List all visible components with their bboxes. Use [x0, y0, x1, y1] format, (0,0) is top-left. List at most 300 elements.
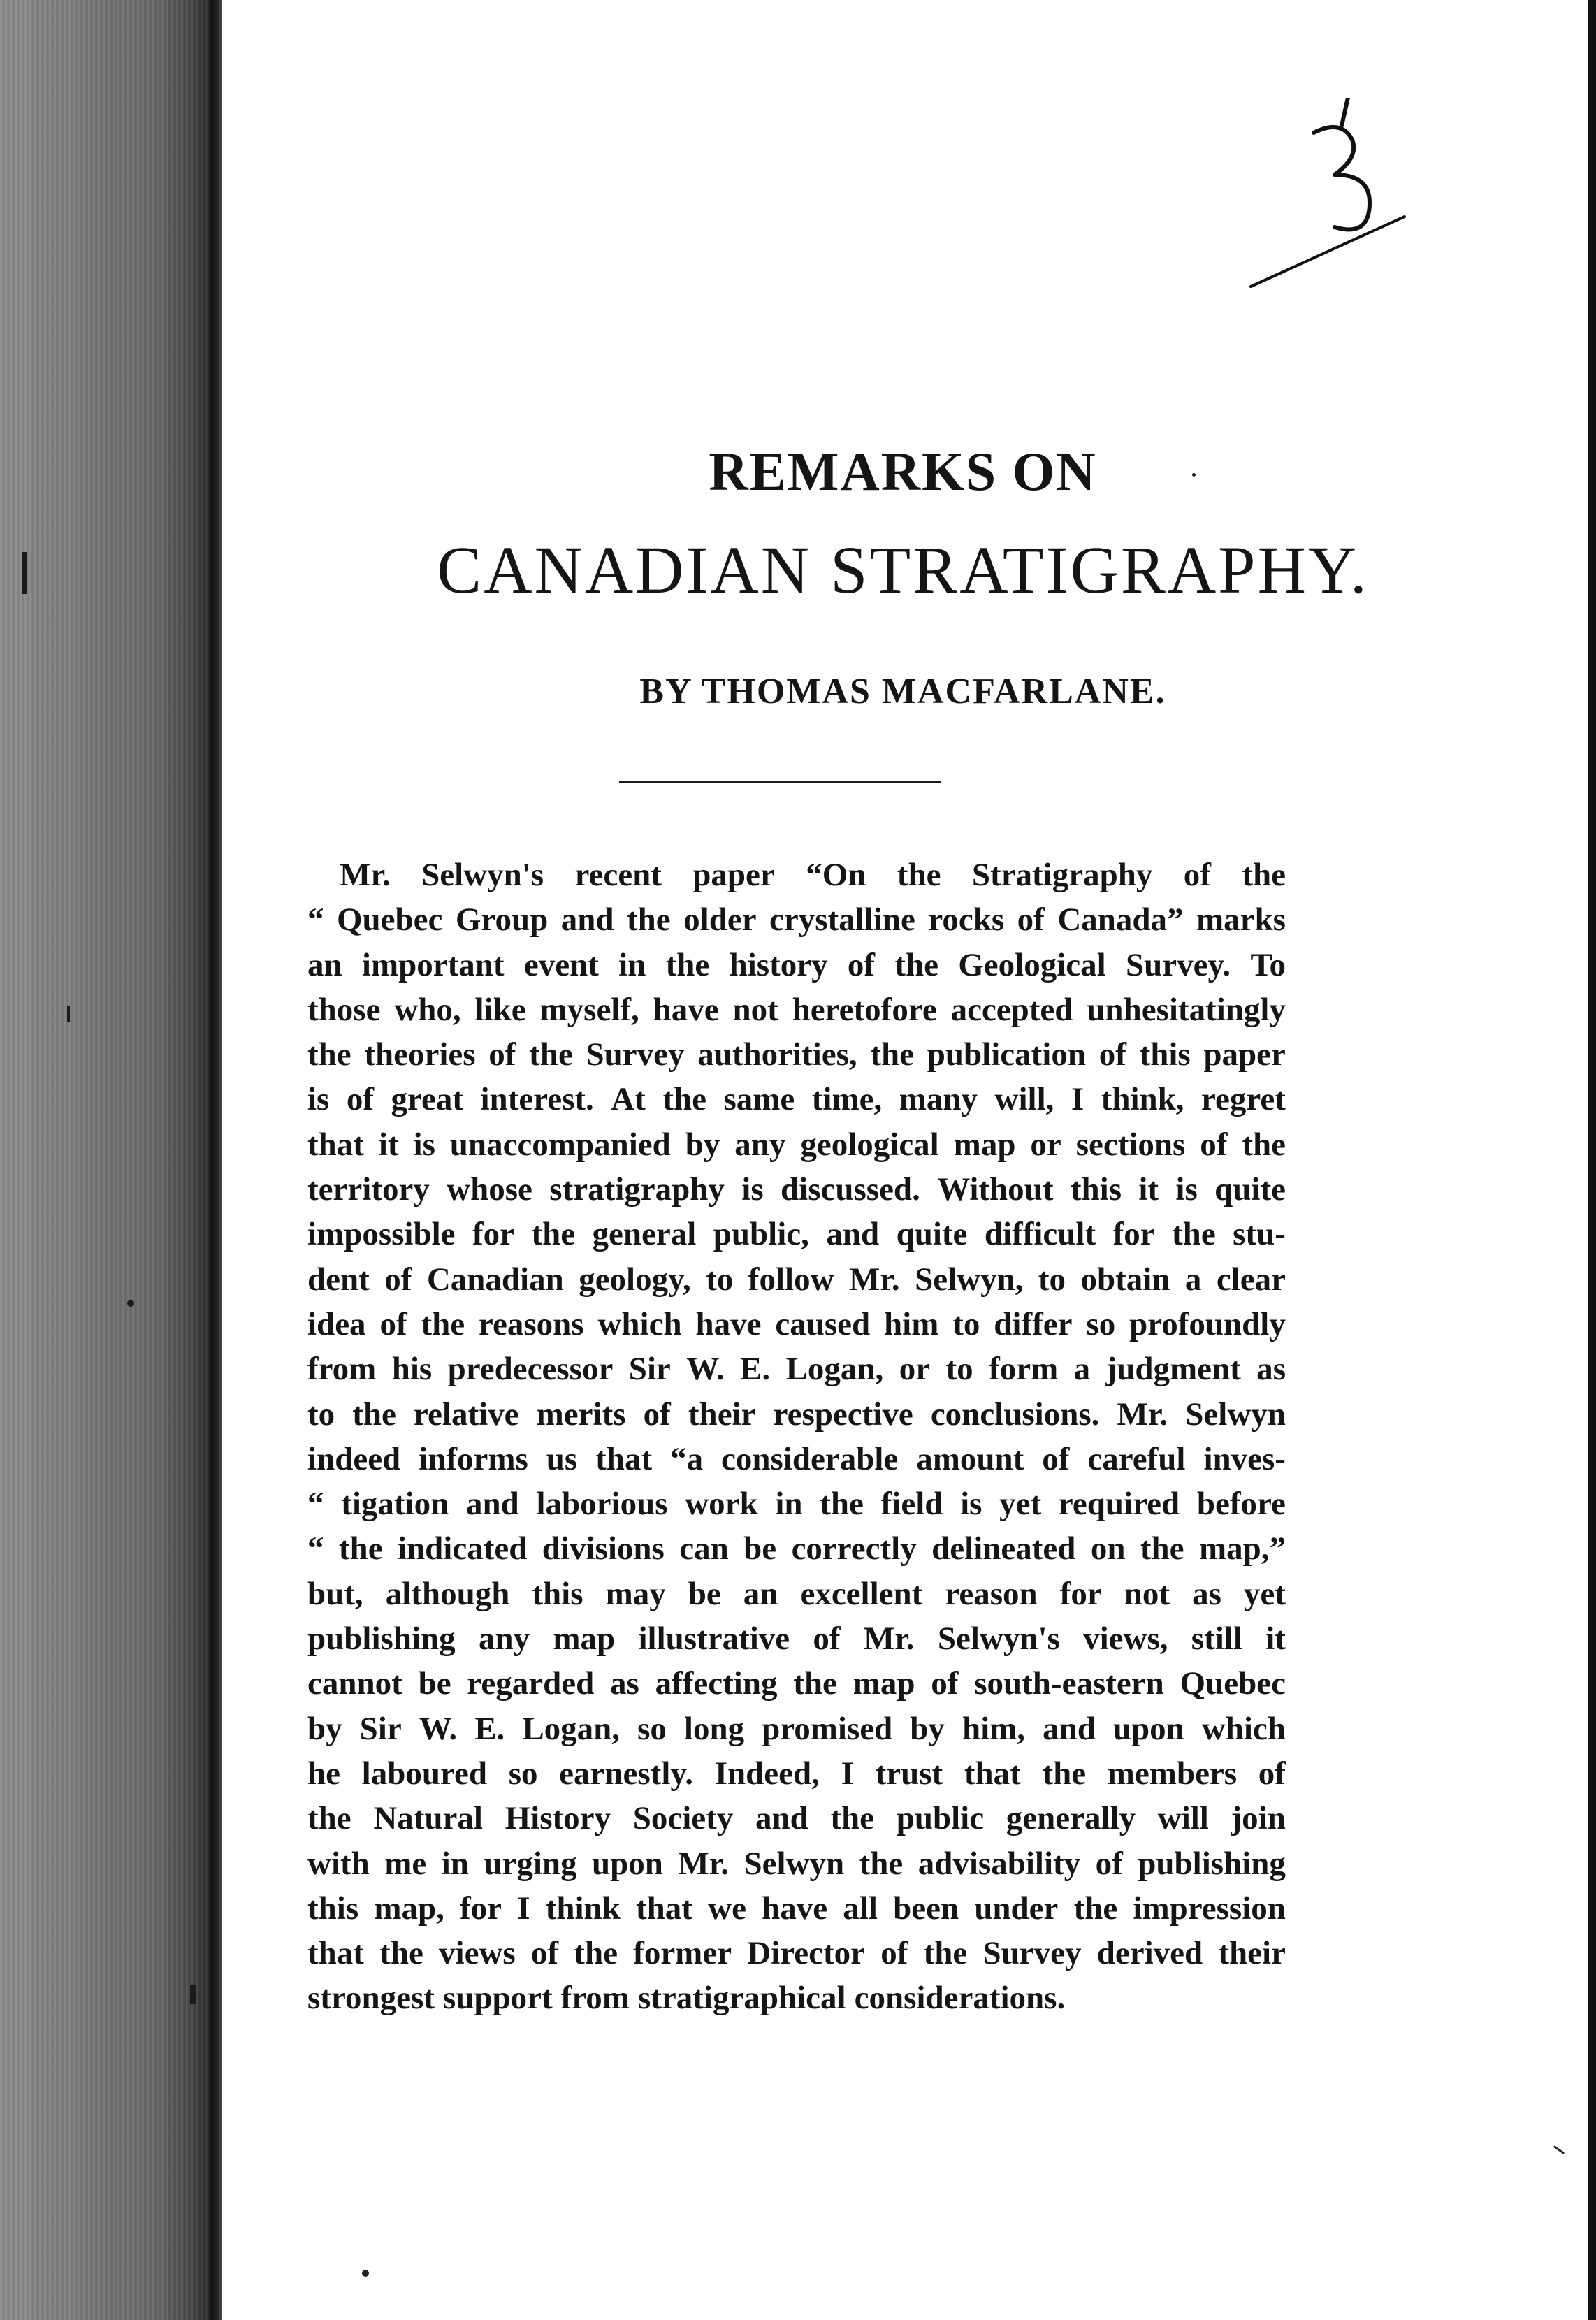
- text-line: [307, 1661, 1286, 1706]
- binding-shadow: [210, 0, 222, 2320]
- word: the: [793, 1665, 837, 1702]
- word: of: [1042, 1440, 1070, 1477]
- word: of: [931, 1665, 959, 1702]
- text-line: [307, 897, 1286, 942]
- binding-mark: [67, 1006, 70, 1022]
- word: we: [708, 1890, 746, 1927]
- word: Mr.: [340, 857, 391, 893]
- word: Mr.: [863, 1621, 915, 1658]
- text-line: [307, 853, 1286, 897]
- word: Logan,: [785, 1351, 884, 1388]
- word: the: [1172, 1216, 1216, 1253]
- word: History: [505, 1800, 611, 1837]
- word: time,: [811, 1081, 883, 1118]
- word: publication: [927, 1036, 1086, 1073]
- word: have: [653, 991, 719, 1028]
- word: think,: [1101, 1081, 1184, 1118]
- word: as: [610, 1665, 639, 1702]
- word: the: [1242, 857, 1286, 893]
- word: members: [1107, 1755, 1238, 1792]
- word: Mr.: [1117, 1395, 1168, 1433]
- word: important: [361, 946, 505, 983]
- word: predecessor: [447, 1351, 614, 1388]
- word: impression: [1133, 1890, 1286, 1927]
- word: of: [1200, 1126, 1228, 1163]
- word: required: [1058, 1486, 1180, 1523]
- word: is: [1175, 1171, 1198, 1208]
- word: divisions: [542, 1530, 665, 1567]
- binding-mark: [190, 1985, 196, 2004]
- word: or: [1030, 1126, 1061, 1163]
- author-byline: BY THOMAS MACFARLANE.: [639, 672, 1166, 711]
- word: regret: [1201, 1081, 1286, 1118]
- word: by: [910, 1710, 945, 1747]
- word: Group: [455, 901, 549, 938]
- word: like: [474, 991, 526, 1028]
- word: for: [472, 1216, 514, 1253]
- word: Quebec: [1180, 1665, 1286, 1702]
- word: the: [870, 1036, 915, 1073]
- word: as: [1192, 1575, 1221, 1612]
- word: impossible: [307, 1216, 456, 1253]
- word: public,: [713, 1216, 809, 1253]
- word: Survey: [586, 1036, 685, 1073]
- word: paper: [692, 857, 775, 893]
- word: At: [611, 1081, 646, 1118]
- word: to: [952, 1305, 980, 1342]
- word: geology,: [579, 1261, 691, 1298]
- word: W.: [686, 1351, 725, 1388]
- word: which: [1201, 1710, 1286, 1747]
- word: map,: [374, 1890, 444, 1927]
- word: territory: [307, 1171, 430, 1208]
- word: is: [960, 1486, 982, 1523]
- word: so: [637, 1710, 667, 1747]
- word: the: [352, 1395, 396, 1433]
- word: in: [775, 1486, 803, 1523]
- word: unaccompanied: [449, 1126, 671, 1163]
- word: advisability: [917, 1845, 1081, 1882]
- word: all: [843, 1890, 878, 1927]
- word: the: [529, 1036, 573, 1073]
- word: Mr.: [678, 1845, 730, 1882]
- word: Sir: [359, 1710, 402, 1747]
- word: whose: [447, 1171, 532, 1208]
- text-line: [307, 1481, 1286, 1526]
- word: Selwyn: [1185, 1395, 1286, 1433]
- word: Indeed,: [714, 1755, 820, 1792]
- word: great: [391, 1081, 464, 1118]
- word: Without: [937, 1171, 1054, 1208]
- word: laborious: [536, 1486, 668, 1523]
- word: Stratigraphy: [971, 857, 1153, 893]
- book-binding-edge: [0, 0, 222, 2320]
- word: E.: [740, 1351, 771, 1388]
- word: idea: [307, 1305, 366, 1342]
- title-rule: [619, 781, 941, 783]
- word: inves-: [1203, 1440, 1286, 1477]
- word: the: [338, 1530, 383, 1567]
- word: south-eastern: [974, 1665, 1164, 1702]
- word: laboured: [361, 1755, 488, 1792]
- word: stu-: [1233, 1216, 1286, 1253]
- text-line: [307, 1167, 1286, 1212]
- word: under: [974, 1890, 1059, 1927]
- word: is: [413, 1126, 435, 1163]
- word: the: [1140, 1530, 1184, 1567]
- word: of: [346, 1081, 374, 1118]
- word: it: [378, 1126, 399, 1163]
- word: Natural: [373, 1800, 483, 1837]
- word: I: [1071, 1081, 1084, 1118]
- word: Selwyn,: [915, 1261, 1024, 1298]
- word: not: [1124, 1575, 1170, 1612]
- text-line: [307, 1526, 1286, 1571]
- text-line: [307, 987, 1286, 1032]
- word: Sir: [628, 1351, 671, 1388]
- word: of: [880, 1935, 908, 1972]
- word: same: [723, 1081, 795, 1118]
- word: event: [523, 946, 599, 983]
- word: many: [899, 1081, 978, 1118]
- word: Geological: [958, 946, 1106, 983]
- text-line: [307, 1616, 1286, 1661]
- word: “: [307, 901, 324, 938]
- word: with: [307, 1845, 370, 1882]
- word: excellent: [800, 1575, 923, 1612]
- word: this: [532, 1575, 583, 1612]
- word: delineated: [931, 1530, 1076, 1567]
- word: join: [1231, 1800, 1286, 1837]
- word: publishing: [307, 1621, 456, 1658]
- word: indeed: [307, 1440, 401, 1477]
- word: in: [441, 1845, 469, 1882]
- text-line: [307, 1302, 1286, 1347]
- word: careful: [1087, 1440, 1186, 1477]
- word: former: [633, 1935, 732, 1972]
- word: generally: [1006, 1800, 1136, 1837]
- word: for: [1112, 1216, 1155, 1253]
- word: publishing: [1138, 1845, 1286, 1882]
- word: map: [853, 1665, 915, 1702]
- word: map: [953, 1126, 1016, 1163]
- word: urging: [484, 1845, 577, 1882]
- word: the: [627, 901, 671, 938]
- word: trust: [875, 1755, 943, 1792]
- word: so: [508, 1755, 538, 1792]
- word: E.: [474, 1710, 505, 1747]
- word: and: [1043, 1710, 1096, 1747]
- word: be: [418, 1665, 451, 1702]
- binding-mark: [127, 1300, 134, 1307]
- word: “a: [670, 1440, 704, 1477]
- word: the: [894, 946, 938, 983]
- word: support: [442, 1980, 553, 2017]
- word: theories: [364, 1036, 476, 1073]
- word: work: [685, 1486, 758, 1523]
- text-line: [307, 1886, 1286, 1931]
- word: of: [379, 1305, 407, 1342]
- word: the: [1242, 1126, 1286, 1163]
- word: map: [553, 1621, 616, 1658]
- word: of: [643, 1395, 671, 1433]
- word: caused: [775, 1305, 871, 1342]
- word: be: [743, 1530, 777, 1567]
- word: is: [741, 1171, 764, 1208]
- word: of: [1258, 1755, 1286, 1792]
- word: profoundly: [1129, 1305, 1286, 1342]
- word: the: [531, 1216, 576, 1253]
- word: derived: [1096, 1935, 1203, 1972]
- word: of: [530, 1935, 559, 1972]
- word: Selwyn's: [421, 857, 544, 893]
- word: amount: [916, 1440, 1024, 1477]
- word: reason: [945, 1575, 1038, 1612]
- word: “On: [806, 857, 866, 893]
- word: differ: [994, 1305, 1073, 1342]
- word: the: [662, 1081, 706, 1118]
- word: “: [307, 1530, 324, 1567]
- word: still: [1191, 1621, 1242, 1658]
- word: think: [545, 1890, 621, 1927]
- word: and: [755, 1800, 808, 1837]
- text-line: [307, 1257, 1286, 1302]
- text-line: [307, 1212, 1286, 1256]
- word: indicated: [397, 1530, 528, 1567]
- text-line: [307, 1841, 1286, 1886]
- word: tigation: [341, 1486, 449, 1523]
- word: or: [899, 1351, 931, 1388]
- word: I: [517, 1890, 530, 1927]
- word: difficult: [984, 1216, 1096, 1253]
- text-line: [307, 1032, 1286, 1077]
- word: a: [1184, 1261, 1202, 1298]
- word: those: [307, 991, 381, 1028]
- word: accepted: [950, 991, 1073, 1028]
- word: from: [560, 1980, 630, 2017]
- word: me: [384, 1845, 427, 1882]
- word: his: [391, 1351, 433, 1388]
- word: an: [307, 946, 342, 983]
- word: although: [385, 1575, 510, 1612]
- word: which: [597, 1305, 682, 1342]
- word: form: [989, 1351, 1059, 1388]
- body-paragraph: [307, 853, 1286, 2021]
- word: as: [1256, 1351, 1286, 1388]
- word: have: [695, 1305, 762, 1342]
- word: obtain: [1080, 1261, 1170, 1298]
- word: dent: [307, 1261, 370, 1298]
- text-line: [307, 1347, 1286, 1391]
- word: heretofore: [792, 991, 937, 1028]
- text-line: [307, 943, 1286, 987]
- scan-speck: [362, 2270, 369, 2277]
- word: their: [688, 1395, 756, 1433]
- word: views,: [1083, 1621, 1168, 1658]
- word: public: [896, 1800, 985, 1837]
- word: before: [1196, 1486, 1286, 1523]
- word: myself,: [539, 991, 639, 1028]
- word: have: [762, 1890, 828, 1927]
- word: marks: [1196, 901, 1286, 938]
- word: reasons: [479, 1305, 584, 1342]
- word: map,”: [1198, 1530, 1286, 1567]
- word: yet: [1243, 1575, 1286, 1612]
- word: will: [1157, 1800, 1209, 1837]
- word: for: [1059, 1575, 1102, 1612]
- word: Selwyn: [743, 1845, 845, 1882]
- word: the: [859, 1845, 904, 1882]
- word: paper: [1203, 1036, 1286, 1073]
- word: the: [1042, 1755, 1087, 1792]
- word: “: [307, 1486, 324, 1523]
- word: an: [743, 1575, 778, 1612]
- word: recent: [574, 857, 662, 893]
- word: crystalline: [769, 901, 915, 938]
- word: Selwyn's: [937, 1621, 1060, 1658]
- word: follow: [748, 1261, 834, 1298]
- word: To: [1250, 946, 1286, 983]
- word: judgment: [1105, 1351, 1241, 1388]
- word: correctly: [791, 1530, 917, 1567]
- title-line-2: CANADIAN STRATIGRAPHY.: [437, 532, 1369, 607]
- word: from: [307, 1351, 377, 1388]
- word: the: [923, 1935, 968, 1972]
- word: cannot: [307, 1665, 402, 1702]
- word: and: [560, 901, 614, 938]
- word: the: [574, 1935, 618, 1972]
- scan-speck: [1192, 473, 1196, 477]
- word: and: [826, 1216, 880, 1253]
- word: the: [820, 1486, 864, 1523]
- word: sections: [1075, 1126, 1186, 1163]
- word: him: [884, 1305, 939, 1342]
- word: views: [439, 1935, 516, 1972]
- word: the: [307, 1036, 351, 1073]
- word: of: [1017, 901, 1045, 938]
- text-line: [307, 1706, 1286, 1751]
- word: field: [880, 1486, 943, 1523]
- word: upon: [592, 1845, 663, 1882]
- word: not: [732, 991, 778, 1028]
- word: Director: [747, 1935, 866, 1972]
- word: of: [1098, 1036, 1126, 1073]
- word: Canadian: [426, 1261, 564, 1298]
- title-line-1: REMARKS ON: [709, 441, 1097, 502]
- word: that: [307, 1935, 364, 1972]
- text-line: [307, 1077, 1286, 1122]
- word: stratigraphy: [549, 1171, 725, 1208]
- word: considerable: [721, 1440, 899, 1477]
- word: of: [1095, 1845, 1123, 1882]
- word: by: [685, 1126, 720, 1163]
- text-line: [307, 1572, 1286, 1616]
- word: who,: [394, 991, 461, 1028]
- word: he: [307, 1755, 340, 1792]
- word: quite: [1214, 1171, 1286, 1208]
- word: on: [1090, 1530, 1126, 1567]
- text-line: [307, 1751, 1286, 1796]
- word: long: [683, 1710, 745, 1747]
- text-line: [307, 1437, 1286, 1481]
- word: the: [830, 1800, 875, 1837]
- word: rocks: [928, 901, 1005, 938]
- word: the: [421, 1305, 465, 1342]
- word: the: [1073, 1890, 1118, 1927]
- word: earnestly.: [559, 1755, 694, 1792]
- word: considerations.: [854, 1980, 1066, 2017]
- word: and: [465, 1486, 519, 1523]
- word: to: [1038, 1261, 1066, 1298]
- word: is: [307, 1081, 330, 1118]
- word: Canada”: [1057, 901, 1184, 938]
- word: quite: [896, 1216, 968, 1253]
- word: it: [1138, 1171, 1159, 1208]
- word: may: [605, 1575, 666, 1612]
- word: but,: [307, 1575, 363, 1612]
- word: that: [964, 1755, 1021, 1792]
- word: of: [847, 946, 876, 983]
- word: of: [813, 1621, 841, 1658]
- word: I: [841, 1755, 854, 1792]
- word: regarded: [467, 1665, 595, 1702]
- word: their: [1218, 1935, 1286, 1972]
- word: can: [679, 1530, 729, 1567]
- word: in: [618, 946, 646, 983]
- word: that: [595, 1440, 653, 1477]
- word: discussed.: [781, 1171, 920, 1208]
- word: informs: [419, 1440, 528, 1477]
- word: it: [1265, 1621, 1286, 1658]
- word: respective: [773, 1395, 913, 1433]
- word: W.: [419, 1710, 458, 1747]
- text-line: [307, 1122, 1286, 1167]
- word: this: [307, 1890, 359, 1927]
- word: Mr.: [848, 1261, 900, 1298]
- word: that: [636, 1890, 692, 1927]
- word: history: [729, 946, 828, 983]
- word: been: [893, 1890, 959, 1927]
- word: Society: [632, 1800, 734, 1837]
- word: geological: [800, 1126, 939, 1163]
- word: affecting: [655, 1665, 778, 1702]
- word: clear: [1216, 1261, 1286, 1298]
- word: Logan,: [522, 1710, 621, 1747]
- word: a: [1073, 1351, 1091, 1388]
- word: be: [688, 1575, 721, 1612]
- scan-right-edge: [1588, 0, 1596, 2320]
- text-line: [307, 1931, 1286, 1975]
- word: for: [460, 1890, 502, 1927]
- word: authorities,: [697, 1036, 857, 1073]
- word: by: [307, 1710, 342, 1747]
- word: yet: [999, 1486, 1042, 1523]
- word: strongest: [307, 1980, 435, 2017]
- word: stratigraphical: [637, 1980, 846, 2017]
- word: so: [1086, 1305, 1116, 1342]
- word: any: [734, 1126, 786, 1163]
- word: conclusions.: [930, 1395, 1100, 1433]
- word: unhesitatingly: [1087, 991, 1286, 1028]
- word: to: [307, 1395, 335, 1433]
- word: the: [307, 1800, 351, 1837]
- word: the: [897, 857, 941, 893]
- word: promised: [762, 1710, 893, 1747]
- word: will,: [994, 1081, 1054, 1118]
- word: the: [379, 1935, 423, 1972]
- word: older: [683, 901, 757, 938]
- word: merits: [536, 1395, 626, 1433]
